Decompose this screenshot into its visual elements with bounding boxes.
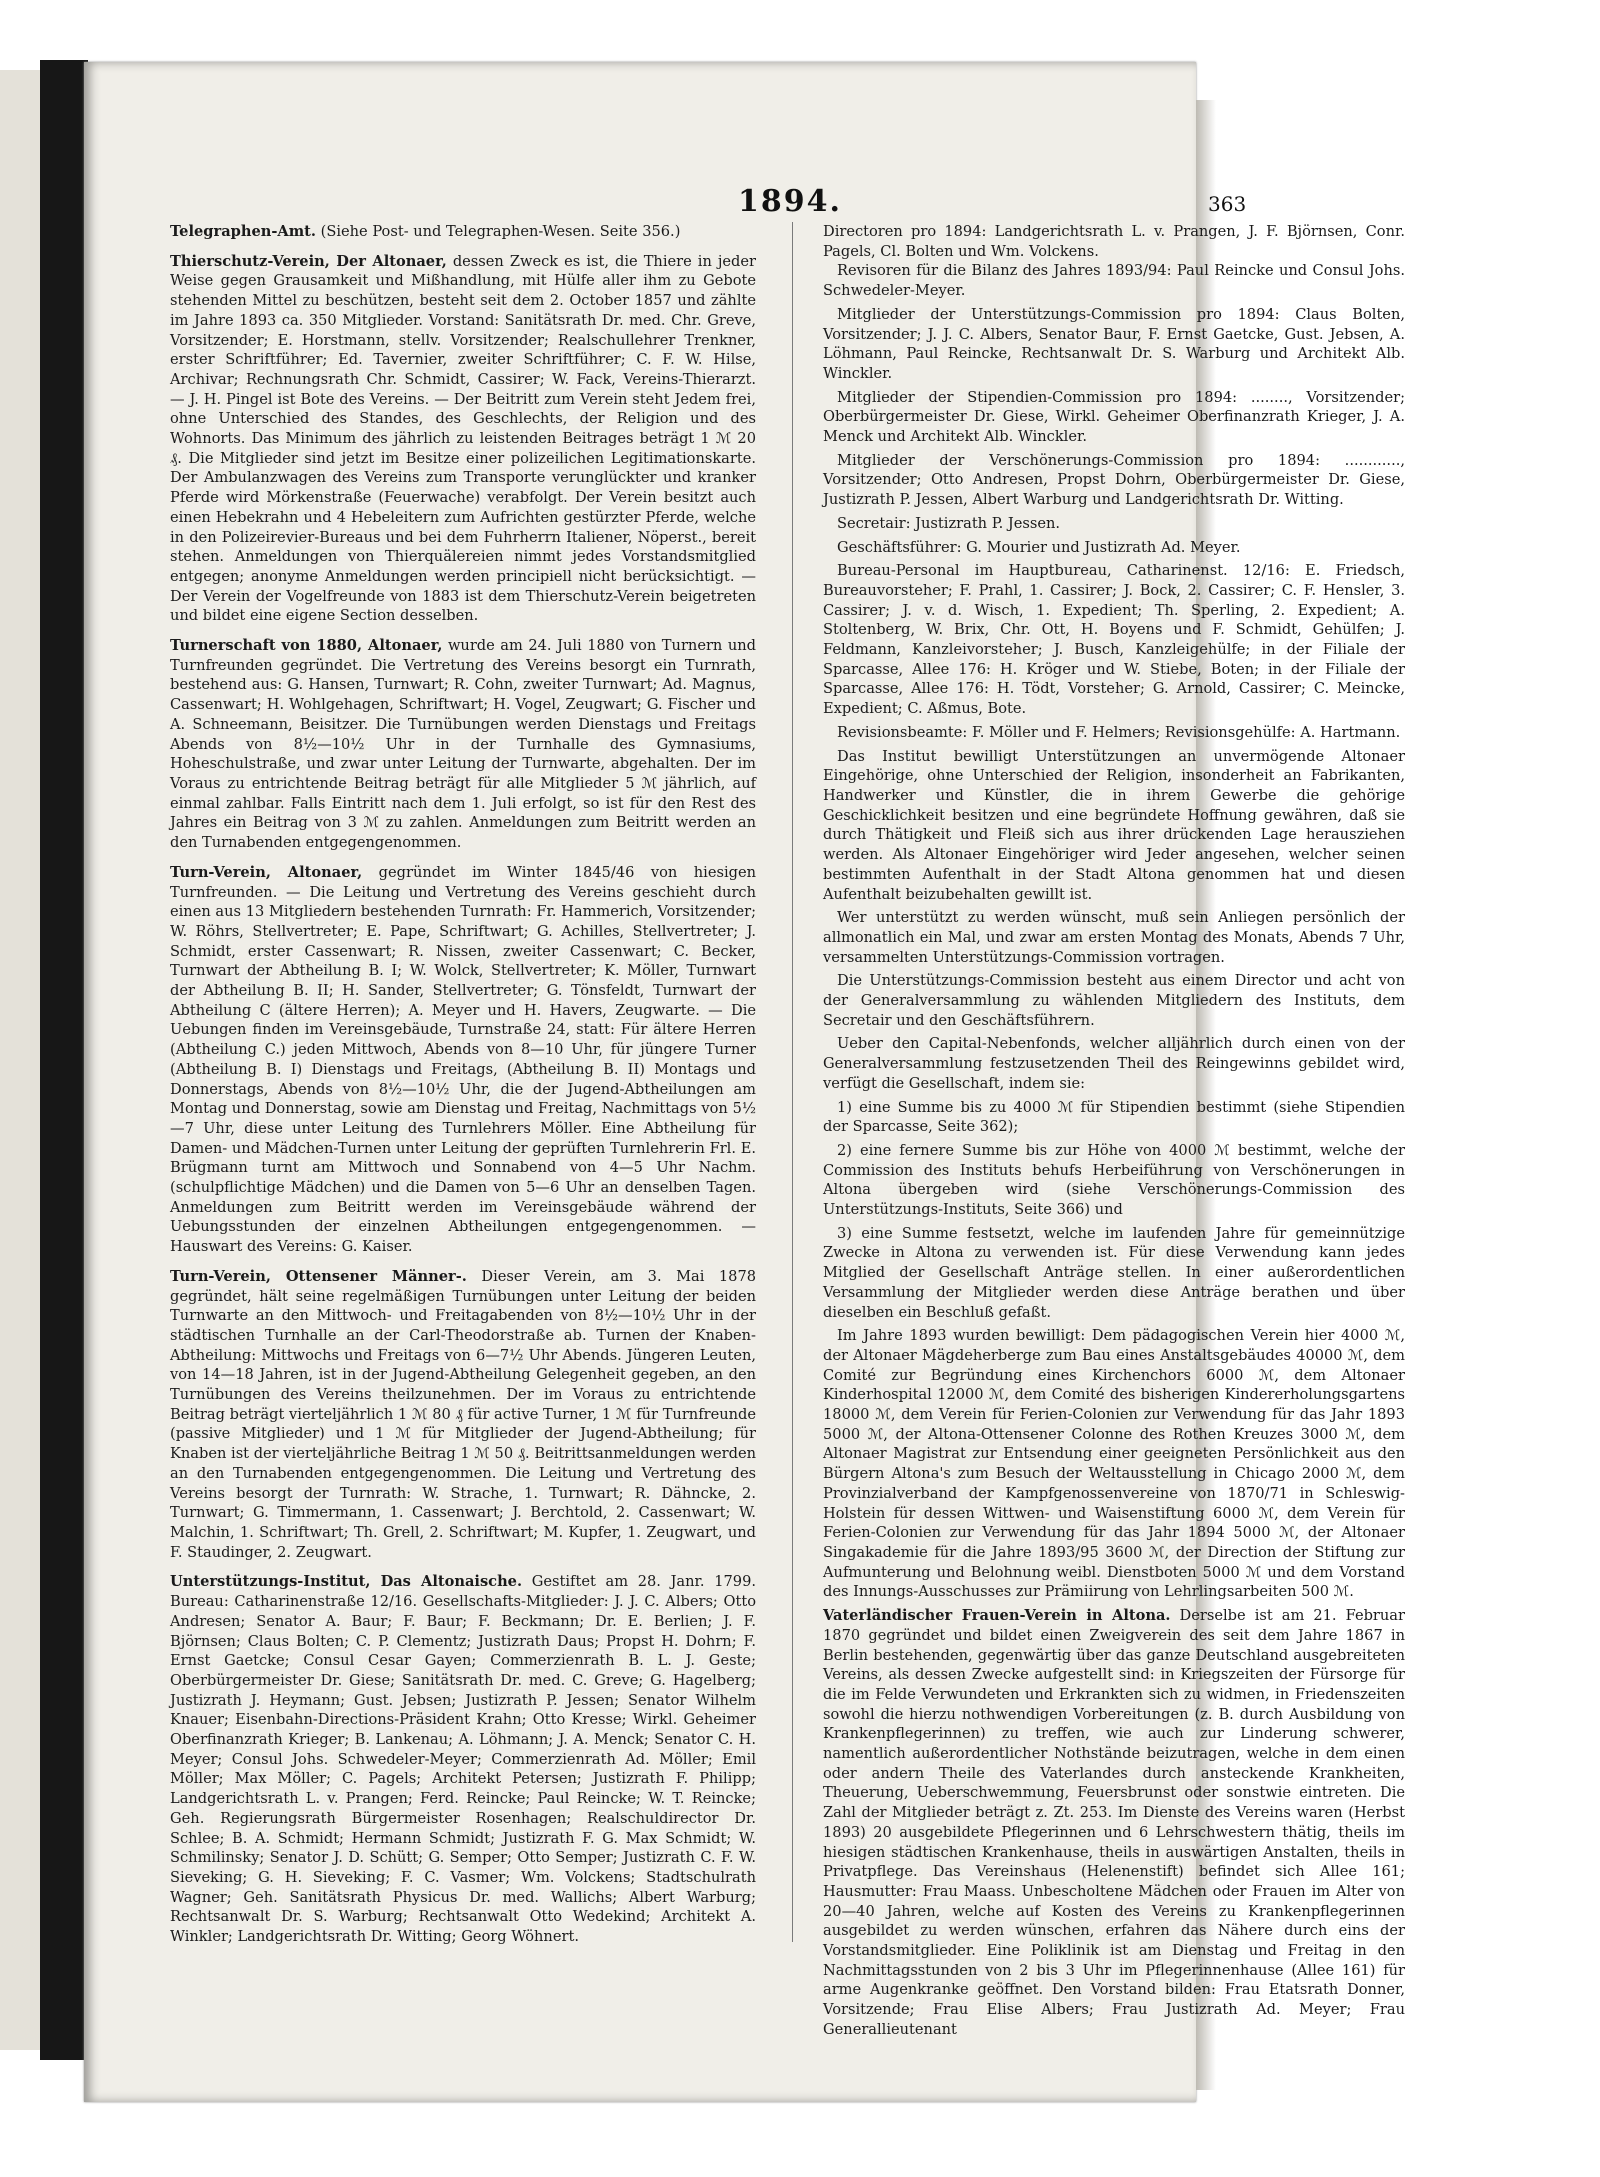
entry-text: gegründet im Winter 1845/46 von hiesigen Turnfreunden. — Die Leitung und Vertretung des Vereins geschieht durch einen aus 13 Mitgliedern bestehenden Turnrath: Fr. Hammerich, Vorsitzender; W. Röhrs, Stellvertreter; E. Pape, Schriftwart; G. Achilles, Stellvertreter; J. Schmidt, erster Cassenwart; R. Nissen, zweiter Cassenwart; C. Becker, Turnwart der Abtheilung B. I; W. Wolck, Stellvertreter; K. Möller, Turnwart der Abtheilung B. II; H. Sander, Stellvertreter; G. Tönsfeldt, Turnwart der Abtheilung C (ältere Herren); A. Meyer und H. Havers, Zeugwarte. — Die Uebungen finden im Vereinsgebäude, Turnstraße 24, statt: Für ältere Herren (Abtheilung C.) jeden Mittwoch, Abends von 8—10 Uhr, für jüngere Turner (Abtheilung B. I) Dienstags und Freitags, (Abtheilung B. II) Montags und Donnerstags, Abends von 8½—10½ Uhr, die der Jugend-Abtheilungen am Montag und Donnerstag, sowie am Dienstag und Freitag, Nachmittags von 5½—7 Uhr, diese unter Leitung des Turnlehrers Möller. Eine Abtheilung für Damen- und Mädchen-Turnen unter Leitung der geprüften Turnlehrerin Frl. E. Brügmann turnt am Mittwoch und Sonnabend von 4—5 Uhr Nachm. (schulpflichtige Mädchen) und die Damen von 5—6 Uhr an denselben Tagen. Anmeldungen zum Beitritt werden im Vereinsgebäude während der Uebungsstunden der einzelnen Abtheilungen entgegengenommen. — Hauswart des Vereins: G. Kaiser. xyxy=(170,863,756,1256)
entry-text: wurde am 24. Juli 1880 von Turnern und Turnfreunden gegründet. Die Vertretung des Vereins besorgt ein Turnrath, bestehend aus: G. Hansen, Turnwart; R. Cohn, zweiter Turnwart; Ad. Magnus, Cassenwart; H. Wohlgehagen, Schriftwart; H. Vogel, Zeugwart; G. Fischer und A. Schneemann, Beisitzer. Die Turnübungen werden Dienstags und Freitags Abends von 8½—10½ Uhr in der Turnhalle des Gymnasiums, Hoheschulstraße, und zwar unter Leitung der Turnwarte, abgehalten. Der im Voraus zu entrichtende Beitrag beträgt für alle Mitglieder 5 ℳ jährlich, auf einmal zahlbar. Falls Eintritt nach dem 1. Juli erfolgt, so ist für den Rest des Jahres ein Beitrag von 3 ℳ zu zahlen. Anmeldungen zum Beitritt werden an den Turnabenden entgegengenommen. xyxy=(170,637,756,852)
right-column xyxy=(823,222,1405,2050)
commission-unterstuetzung-text: Mitglieder der Unterstützungs-Commission pro 1894: Claus Bolten, Vorsitzender; J. J. C. Albers, Senator Baur, F. Ernst Gaetcke, Gust. Jebsen, A. Löhmann, Paul Reincke, Rechtsanwalt Dr. S. Warburg und Architekt Alb. Winckler. xyxy=(823,305,1405,382)
entry-heading: Unterstützungs-Institut, Das Altonaische. xyxy=(170,1573,523,1591)
entry-text: Derselbe ist am 21. Februar 1870 gegründet und bildet einen Zweigverein des seit dem Jahre 1867 in Berlin bestehenden, gegenwärtig über das ganze Deutschland ausgebreiteten Vereins, als dessen Zwecke aufgestellt sind: in Kriegszeiten der Fürsorge für die im Felde Verwundeten und Erkrankten sich zu widmen, in Friedenszeiten sowohl die hierzu nothwendigen Vorbereitungen (z. B. durch Ausbildung von Krankenpflegerinnen) zu treffen, wie auch zur Linderung schwerer, namentlich außerordentlicher Nothstände beizutragen, welche in dem einen oder andern Theile des Vaterlandes durch ansteckende Krankheiten, Theuerung, Ueberschwemmung, Feuersbrunst oder sonstwie eintreten. Die Zahl der Mitglieder beträgt z. Zt. 253. Im Dienste des Vereins waren (Herbst 1893) 20 ausgebildete Pflegerinnen und 6 Lehrschwestern thätig, theils im hiesigen städtischen Krankenhause, theils in auswärtigen Anstalten, theils in Privatpflege. Das Vereinshaus (Helenenstift) befindet sich Allee 161; Hausmutter: Frau Maass. Unbescholtene Mädchen oder Frauen im Alter von 20—40 Jahren, welche auf Kosten des Vereins zu Krankenpflegerinnen ausgebildet zu werden wünschen, erfahren das Nähere durch eins der Vorstandsmitglieder. Eine Poliklinik ist am Dienstag und Freitag in den Nachmittagsstunden von 2 bis 3 Uhr im Pflegerinnenhause (Allee 161) für arme Augenkranke geöffnet. Den Vorstand bilden: Frau Etatsrath Donner, Vorsitzende; Frau Elise Albers; Frau Justizrath Ad. Meyer; Frau Generallieutenant xyxy=(823,1607,1405,2038)
numbered-item: 3) eine Summe festsetzt, welche im laufenden Jahre für gemeinnützige Zwecke in Altona zu verwenden ist. Für diese Verwendung kann jedes Mitglied der Gesellschaft Anträge stellen. In einer außerordentlichen Versammlung der Mitglieder werden diese Anträge berathen und über dieselben ein Beschluß gefaßt. xyxy=(823,1224,1405,1321)
paragraph: Im Jahre 1893 wurden bewilligt: Dem pädagogischen Verein hier 4000 ℳ, der Altonaer Mägdeherberge zum Bau eines Anstaltsgebäudes 40000 ℳ, dem Comité zur Begründung eines Kirchenchors 6000 ℳ, dem Altonaer Kinderhospital 12000 ℳ, dem Comité des bisherigen Kindererholungsgartens 18000 ℳ, dem Verein für Ferien-Colonien zur Verwendung für das Jahr 1893 5000 ℳ, der Altona-Ottensener Colonne des Rothen Kreuzes 3000 ℳ, dem Altonaer Magistrat zur Entsendung einer geeigneten Persönlichkeit aus den Bürgern Altona's zum Besuch der Weltausstellung in Chicago 2000 ℳ, dem Provinzialverband der Kampfgenossenvereine von 1870/71 in Schleswig-Holstein für dessen Wittwen- und Waisenstiftung 6000 ℳ, dem Verein für Ferien-Colonien zur Verwendung für das Jahr 1894 5000 ℳ, der Altonaer Singakademie für die Jahre 1893/95 3600 ℳ, der Direction der Stiftung zur Aufmunterung und Belohnung weibl. Dienstboten 5000 ℳ und dem Vorstand des Innungs-Ausschusses zur Prämiirung von Lehrlingsarbeiten 500 ℳ. xyxy=(823,1327,1405,1601)
entry-telegraph xyxy=(170,222,756,242)
secretair-text: Secretair: Justizrath P. Jessen. xyxy=(837,514,1061,532)
revisionsbeamte-text: Revisionsbeamte: F. Möller und F. Helmers; Revisionsgehülfe: A. Hartmann. xyxy=(837,723,1401,741)
entry-heading: Thierschutz-Verein, Der Altonaer, xyxy=(170,252,447,270)
paragraph: Ueber den Capital-Nebenfonds, welcher alljährlich durch einen von der Generalversammlung festzusetzenden Theil des Reingewinns gebildet wird, verfügt die Gesellschaft, indem sie: xyxy=(823,1035,1405,1092)
numbered-item: 1) eine Summe bis zu 4000 ℳ für Stipendien bestimmt (siehe Stipendien der Sparcasse, Seite 362); xyxy=(823,1098,1405,1136)
commission-verschoenerung-text: Mitglieder der Verschönerungs-Commission pro 1894: ............, Vorsitzender; Otto Andresen, Propst Dohrn, Oberbürgermeister Dr. Giese, Justizrath P. Jessen, Albert Warburg und Landgerichtsrath Dr. Witting. xyxy=(823,451,1405,509)
entry-heading: Turnerschaft von 1880, Altonaer, xyxy=(170,637,443,655)
page-number: 363 xyxy=(1208,192,1247,216)
commission-stipendien-text: Mitglieder der Stipendien-Commission pro 1894: ........, Vorsitzender; Oberbürgermeister Dr. Giese, Wirkl. Geheimer Oberfinanzrath Krieger, J. A. Menck und Architekt Alb. Winckler. xyxy=(823,388,1405,446)
directors-text: Directoren pro 1894: Landgerichtsrath L. v. Prangen, J. F. Björnsen, Conr. Pagels, Cl. Bolten und Wm. Volckens. xyxy=(823,223,1405,260)
entry-heading: Turn-Verein, Ottensener Männer-. xyxy=(170,1267,467,1285)
page-year: 1894. xyxy=(738,184,842,219)
entry-thierschutz xyxy=(170,252,756,626)
entry-text: dessen Zweck es ist, die Thiere in jeder Weise gegen Grausamkeit und Mißhandlung, mit Hülfe aller ihm zu Gebote stehenden Mittel zu beschützen, besteht seit dem 2. October 1857 und zählte im Jahre 1893 ca. 350 Mitglieder. Vorstand: Sanitätsrath Dr. med. Chr. Greve, Vorsitzender; E. Horstmann, stellv. Vorsitzender; Realschullehrer Trenkner, erster Schriftführer; Ed. Tavernier, zweiter Schriftführer; C. F. W. Hilse, Archivar; Rechnungsrath Chr. Schmidt, Cassirer; W. Fack, Vereins-Thierarzt. — J. H. Pingel ist Bote des Vereins. — Der Beitritt zum Verein steht Jedem frei, ohne Unterschied des Standes, des Geschlechts, der Religion und des Wohnorts. Das Minimum des jährlich zu leistenden Beitrages beträgt 1 ℳ 20 ₰. Die Mitglieder sind jetzt im Besitze einer polizeilichen Legitimationskarte. Der Ambulanzwagen des Vereins zum Transporte verunglückter und kranker Pferde wird Mörkenstraße (Feuerwache) verabfolgt. Der Verein besitzt auch einen Hebekrahn und 4 Hebeleitern zum Aufrichten gestürzter Pferde, welche in den Polizeirevier-Bureaus und bei dem Fuhrherrn Italiener, Nöperst., bereit stehen. Anmeldungen von Thierquälereien nimmt jedes Vorstandsmitglied entgegen; anonyme Anmeldungen werden principiell nicht berücksichtigt. — Der Verein der Vogelfreunde von 1883 ist dem Thierschutz-Verein beigetreten und bildet eine eigene Section desselben. xyxy=(170,252,756,625)
entry-turnverein-ottensen xyxy=(170,1267,756,1563)
entry-turnerschaft xyxy=(170,636,756,853)
entry-heading: Turn-Verein, Altonaer, xyxy=(170,863,363,881)
entry-text: (Siehe Post- und Telegraphen-Wesen. Seite 356.) xyxy=(320,223,681,240)
entry-unterstuetzung xyxy=(170,1572,756,1946)
page-header xyxy=(118,184,1308,224)
numbered-item: 2) eine fernere Summe bis zur Höhe von 4000 ℳ bestimmt, welche der Commission des Instituts behufs Herbeiführung von Verschönerungen in Altona übergeben wird (siehe Verschönerungs-Commission des Unterstützungs-Instituts, Seite 366) und xyxy=(823,1141,1405,1219)
left-column xyxy=(170,222,756,1957)
entry-turnverein-altona xyxy=(170,863,756,1257)
entry-heading: Telegraphen-Amt. xyxy=(170,223,317,240)
paragraph: Das Institut bewilligt Unterstützungen an unvermögende Altonaer Eingehörige, ohne Unterschied der Religion, insonderheit an Fabrikanten, Handwerker und Künstler, die in ihrem Gewerbe die gehörige Geschicklichkeit besitzen und eine begründete Hoffnung gewähren, daß sie durch Thätigkeit und Fleiß sich aus ihrer drückenden Lage herausziehen werden. Als Altonaer Eingehöriger wird Jeder angesehen, welcher seinen bestimmten Aufenthalt in der Stadt Altona genommen hat und diesen Aufenthalt beizubehalten gewillt ist. xyxy=(823,747,1405,903)
revisoren-text: Revisoren für die Bilanz des Jahres 1893/94: Paul Reincke und Consul Johs. Schwedeler-Meyer. xyxy=(823,262,1405,300)
entry-text: Gestiftet am 28. Janr. 1799. Bureau: Catharinenstraße 12/16. Gesellschafts-Mitglieder: J. J. C. Albers; Otto Andresen; Senator A. Baur; F. Baur; F. Beckmann; Dr. E. Berlien; J. F. Björnsen; Claus Bolten; C. P. Clementz; Justizrath Daus; Propst H. Dohrn; F. Ernst Gaetcke; Consul Cesar Gayen; Commerzienrath B. L. J. Geste; Oberbürgermeister Dr. Giese; Sanitätsrath Dr. med. C. Greve; G. Hagelberg; Justizrath J. Heymann; Gust. Jebsen; Justizrath P. Jessen; Senator Wilhelm Knauer; Eisenbahn-Directions-Präsident Krahn; Otto Kresse; Wirkl. Geheimer Oberfinanzrath Krieger; B. Lankenau; A. Löhmann; J. A. Menck; Senator C. H. Meyer; Consul Johs. Schwedeler-Meyer; Commerzienrath Ad. Möller; Emil Möller; Max Möller; C. Pagels; Architekt Petersen; Justizrath F. Philipp; Landgerichtsrath L. v. Prangen; Ferd. Reincke; Paul Reincke; W. T. Reincke; Geh. Regierungsrath Bürgermeister Rosenhagen; Realschuldirector Dr. Schlee; B. A. Schmidt; Hermann Schmidt; Justizrath F. G. Max Schmidt; W. Schmilinsky; Senator J. D. Schütt; G. Semper; Otto Semper; Justizrath C. F. W. Sieveking; G. H. Sieveking; F. C. Vasmer; Wm. Volckens; Stadtschulrath Wagner; Geh. Sanitätsrath Physicus Dr. med. Wallichs; Albert Warburg; Rechtsanwalt Dr. S. Warburg; Rechtsanwalt Otto Wedekind; Architekt A. Winkler; Landgerichtsrath Dr. Witting; Georg Wöhnert. xyxy=(170,1573,756,1946)
column-divider xyxy=(792,222,793,1942)
geschaeftsfuehrer-text: Geschäftsführer: G. Mourier und Justizrath Ad. Meyer. xyxy=(837,538,1241,556)
paragraph: Die Unterstützungs-Commission besteht aus einem Director und acht von der Generalversammlung zu wählenden Mitgliedern des Instituts, dem Secretair und den Geschäftsführern. xyxy=(823,972,1405,1029)
paragraph: Wer unterstützt zu werden wünscht, muß sein Anliegen persönlich der allmonatlich ein Mal, und zwar am ersten Montag des Monats, Abends 7 Uhr, versammelten Unterstützungs-Commission vortragen. xyxy=(823,909,1405,966)
bureau-personal-text: Bureau-Personal im Hauptbureau, Catharinenst. 12/16: E. Friedsch, Bureauvorsteher; F. Prahl, 1. Cassirer; J. Bock, 2. Cassirer; C. F. Hensler, 3. Cassirer; J. v. d. Wisch, 1. Expedient; Th. Sperling, 2. Expedient; A. Stoltenberg, W. Brix, Chr. Ott, H. Boyens und F. Schmidt, Gehülfen; J. Feldmann, Kanzleivorsteher; J. Busch, Kanzleigehülfe; in der Filiale der Sparcasse, Allee 176: H. Kröger und W. Stiebe, Boten; in der Filiale der Sparcasse, Allee 176: H. Tödt, Vorsteher; G. Arnold, Cassirer; C. Meincke, Expedient; C. Aßmus, Bote. xyxy=(823,562,1405,718)
entry-frauenverein xyxy=(823,1606,1405,2039)
scan-margin-bar xyxy=(40,60,88,2060)
entry-heading: Vaterländischer Frauen-Verein in Altona. xyxy=(823,1607,1171,1625)
entry-text: Dieser Verein, am 3. Mai 1878 gegründet, hält seine regelmäßigen Turnübungen unter Leitung der beiden Turnwarte an den Mittwoch- und Freitagabenden von 8½—10½ Uhr in der städtischen Turnhalle an der Carl-Theodorstraße ab. Turnen der Knaben-Abtheilung: Mittwochs und Freitags von 6—7½ Uhr Abends. Jüngeren Leuten, von 14—18 Jahren, ist in der Jugend-Abtheilung Gelegenheit gegeben, an den Turnübungen des Vereins theilzunehmen. Der im Voraus zu entrichtende Beitrag beträgt vierteljährlich 1 ℳ 80 ₰ für active Turner, 1 ℳ für Turnfreunde (passive Mitglieder) und 1 ℳ für Mitglieder der Jugend-Abtheilung; für Knaben ist der vierteljährliche Beitrag 1 ℳ 50 ₰. Beitrittsanmeldungen werden an den Turnabenden entgegengenommen. Die Leitung und Vertretung des Vereins besorgt der Turnrath: W. Strache, 1. Turnwart; R. Dähncke, 2. Turnwart; G. Timmermann, 1. Cassenwart; J. Berchtold, 2. Cassenwart; W. Malchin, 1. Schriftwart; Th. Grell, 2. Schriftwart; M. Kupfer, 1. Zeugwart, und F. Staudinger, 2. Zeugwart. xyxy=(170,1267,757,1561)
